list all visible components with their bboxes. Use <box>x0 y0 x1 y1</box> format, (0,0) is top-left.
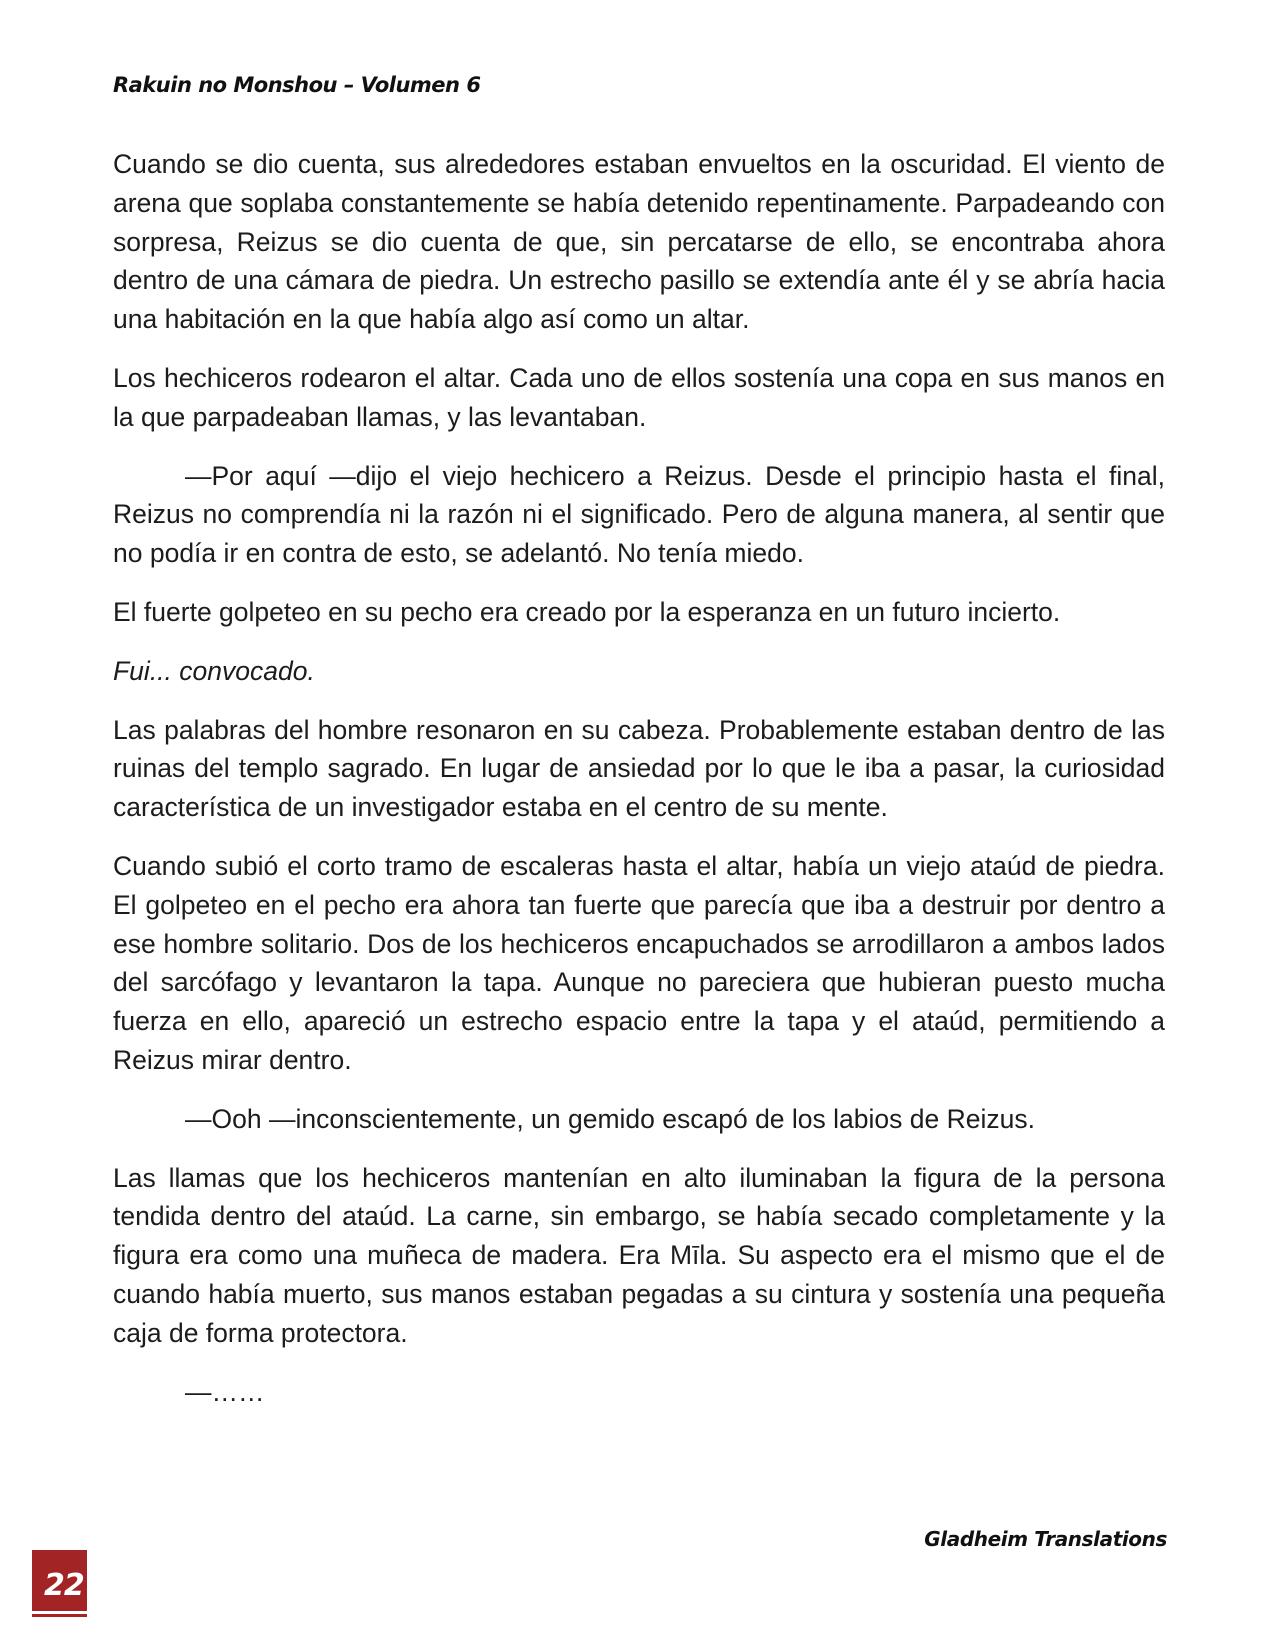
dialogue-paragraph: —Ooh —inconscientemente, un gemido escapó de los labios de Reizus. <box>185 1103 1035 1134</box>
paragraph: Cuando subió el corto tramo de escaleras hasta el altar, había un viejo ataúd de piedra. El golpeteo en el pecho era ahora tan fuerte que parecía que iba a destruir por dentro a ese hombre solitario. Dos de los hechiceros encapuchados se arrodillaron a ambos lados del sarcófago y levantaron la tapa. Aunque no pareciera que hubieran puesto mucha fuerza en ello, apareció un estrecho espacio entre la tapa y el ataúd, permitiendo a Reizus mirar dentro. <box>113 850 1165 1075</box>
page-number-underline <box>32 1611 87 1614</box>
italic-thought: Fui... convocado. <box>113 655 315 686</box>
body-text <box>113 145 1165 1431</box>
paragraph: Cuando se dio cuenta, sus alrededores estaban envueltos en la oscuridad. El viento de arena que soplaba constantemente se había detenido repentinamente. Parpadeando con sorpresa, Reizus se dio cuenta de que, sin percatarse de ello, se encontraba ahora dentro de una cámara de piedra. Un estrecho pasillo se extendía ante él y se abría hacia una habitación en la que había algo así como un altar. <box>113 149 1165 335</box>
footer-credit: Gladheim Translations <box>924 1527 1167 1551</box>
running-header: Rakuin no Monshou – Volumen 6 <box>113 73 481 97</box>
paragraph: El fuerte golpeteo en su pecho era creado por la esperanza en un futuro incierto. <box>113 596 1061 627</box>
paragraph: Las palabras del hombre resonaron en su cabeza. Probablemente estaban dentro de las ruinas del templo sagrado. En lugar de ansiedad por lo que le iba a pasar, la curiosidad característica de un investigador estaba en el centro de su mente. <box>113 714 1165 823</box>
dialogue-paragraph: —…… <box>185 1376 265 1407</box>
paragraph: Los hechiceros rodearon el altar. Cada uno de ellos sostenía una copa en sus manos en la que parpadeaban llamas, y las levantaban. <box>113 362 1165 432</box>
dialogue-paragraph: —Por aquí —dijo el viejo hechicero a Reizus. Desde el principio hasta el final, Reizus no comprendía ni la razón ni el significado. Pero de alguna manera, al sentir que no podía ir en contra de esto, se adelantó. No tenía miedo. <box>113 460 1165 569</box>
page-number: 22 <box>44 1568 84 1603</box>
paragraph: Las llamas que los hechiceros mantenían en alto iluminaban la figura de la persona tendida dentro del ataúd. La carne, sin embargo, se había secado completamente y la figura era como una muñeca de madera. Era Mīla. Su aspecto era el mismo que el de cuando había muerto, sus manos estaban pegadas a su cintura y sostenía una pequeña caja de forma protectora. <box>113 1162 1165 1348</box>
